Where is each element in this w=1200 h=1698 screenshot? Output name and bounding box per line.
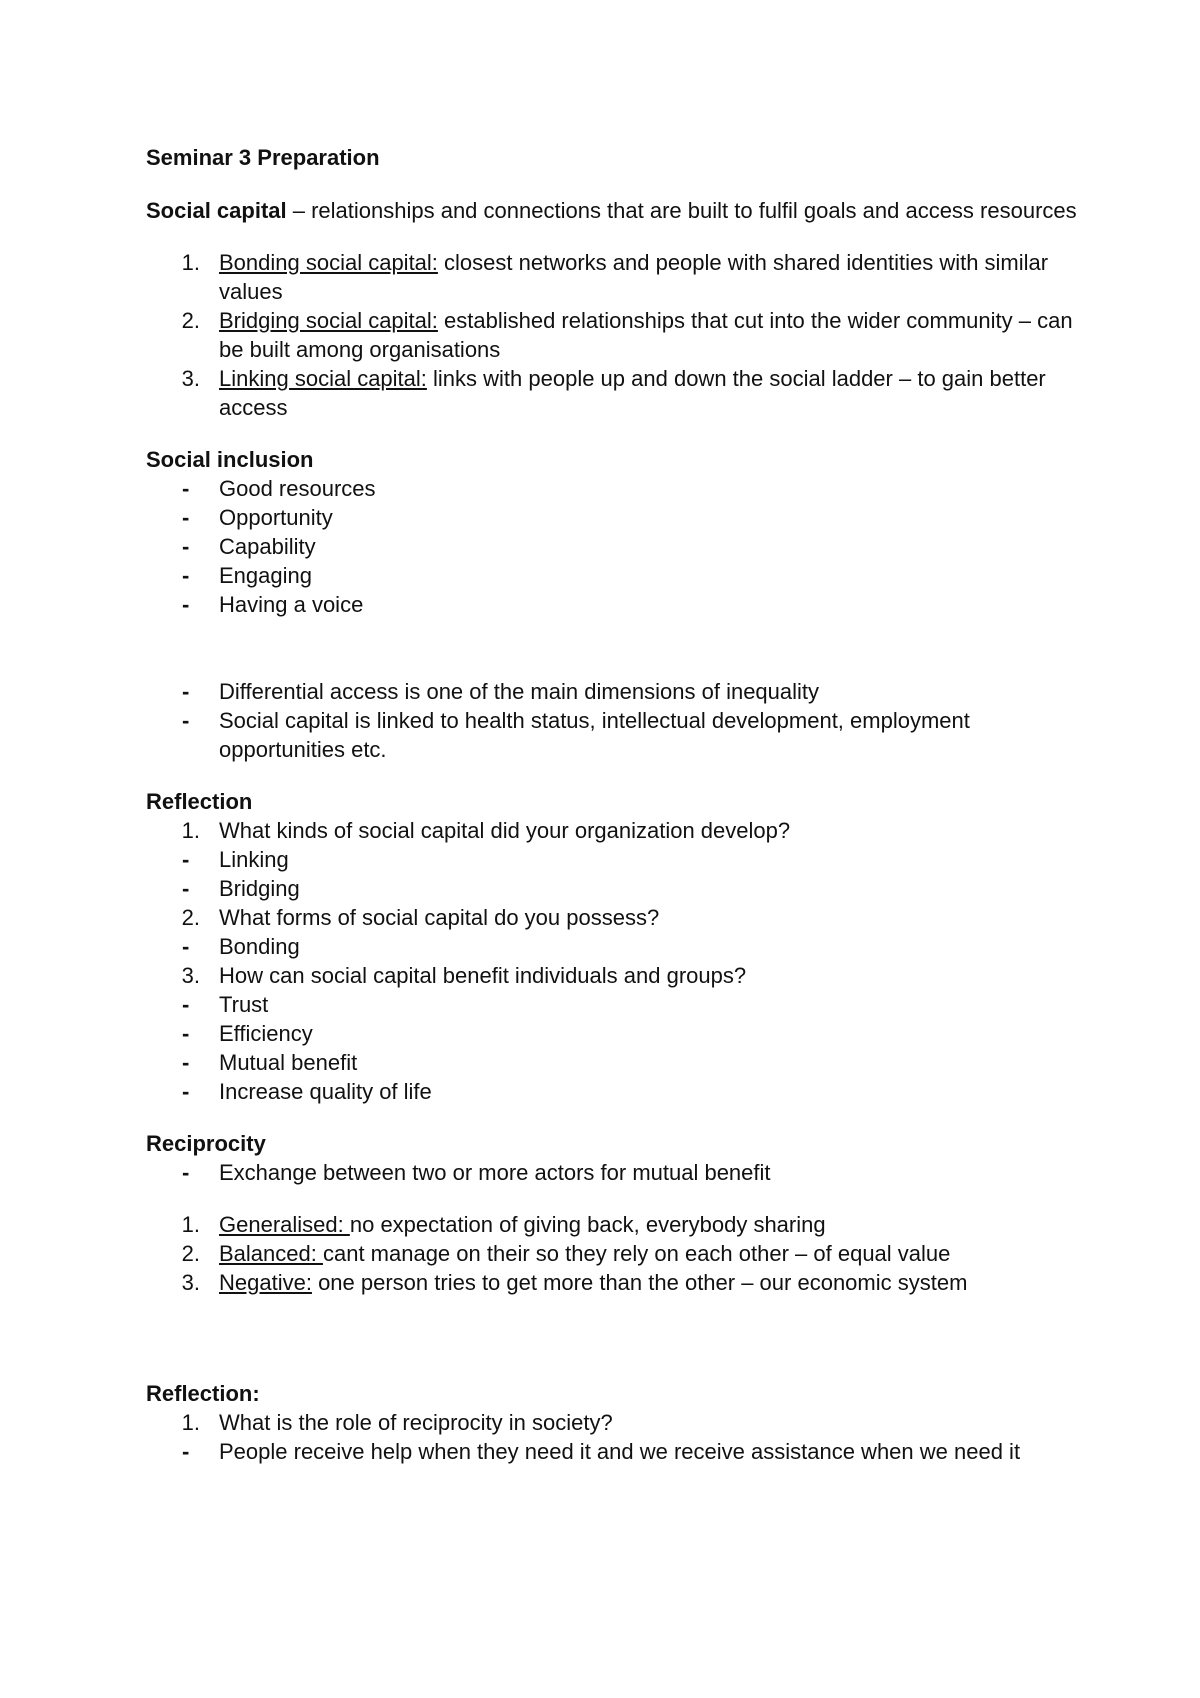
- reciprocity-definition: Exchange between two or more actors for mutual benefit: [219, 1160, 771, 1185]
- bullet-dash: -: [182, 592, 190, 617]
- list-item: [146, 677, 1086, 706]
- social-capital-types-list: [146, 248, 1086, 422]
- list-item-text: Social capital is linked to health status, intellectual development, employment opportunities etc.: [219, 708, 970, 762]
- term-text: cant manage on their so they rely on each other – of equal value: [322, 1241, 951, 1266]
- question-text: What forms of social capital do you possess?: [219, 905, 660, 930]
- reflection-list: [146, 816, 1086, 1106]
- list-item: [146, 590, 1086, 619]
- question-text: How can social capital benefit individuals and groups?: [219, 963, 747, 988]
- list-item: [146, 1019, 1086, 1048]
- list-item: [146, 874, 1086, 903]
- bullet-dash: -: [182, 1079, 190, 1104]
- list-item: [146, 990, 1086, 1019]
- bullet-dash: -: [182, 476, 190, 501]
- social-capital-definition: [146, 196, 1086, 225]
- term-text: one person tries to get more than the other – our economic system: [311, 1270, 968, 1295]
- list-item: [146, 1210, 1086, 1239]
- list-number: 2.: [181, 905, 200, 930]
- list-number: 2.: [181, 308, 200, 333]
- list-item: [146, 306, 1086, 364]
- bullet-dash: -: [182, 1160, 190, 1185]
- list-number: 1.: [181, 1410, 200, 1435]
- bullet-dash: -: [182, 847, 190, 872]
- list-item: [146, 248, 1086, 306]
- list-item-text: Good resources: [219, 476, 376, 501]
- list-number: 1.: [181, 250, 200, 275]
- bullet-dash: -: [182, 679, 190, 704]
- question-item: [146, 903, 1086, 932]
- question-item: [146, 961, 1086, 990]
- bullet-dash: -: [182, 876, 190, 901]
- list-item: [146, 1048, 1086, 1077]
- answer-text: Efficiency: [219, 1021, 313, 1046]
- answer-text: Mutual benefit: [219, 1050, 358, 1075]
- list-number: 1.: [181, 1212, 200, 1237]
- question-text: What is the role of reciprocity in society?: [219, 1410, 613, 1435]
- term-text: established relationships that cut into the wider community – can be built among organisations: [219, 308, 1073, 362]
- social-capital-definition-text: – relationships and connections that are built to fulfil goals and access resources: [286, 198, 1077, 223]
- document-page: [146, 143, 1086, 1466]
- answer-text: Increase quality of life: [219, 1079, 432, 1104]
- question-item: [146, 1408, 1086, 1437]
- list-item-text: Capability: [219, 534, 316, 559]
- bullet-dash: -: [182, 534, 190, 559]
- list-item: [146, 561, 1086, 590]
- list-item: [146, 1077, 1086, 1106]
- list-item-text: Engaging: [219, 563, 312, 588]
- social-inclusion-list: [146, 474, 1086, 619]
- question-text: What kinds of social capital did your organization develop?: [219, 818, 791, 843]
- social-capital-term: Social capital: [146, 198, 287, 223]
- bullet-dash: -: [182, 992, 190, 1017]
- list-item-text: Having a voice: [219, 592, 364, 617]
- list-item-text: Opportunity: [219, 505, 333, 530]
- term-label: Negative:: [219, 1270, 312, 1295]
- reflection-2-heading: Reflection:: [146, 1381, 260, 1406]
- reciprocity-heading: Reciprocity: [146, 1131, 266, 1156]
- social-inclusion-heading: Social inclusion: [146, 447, 314, 472]
- bullet-dash: -: [182, 505, 190, 530]
- bullet-dash: -: [182, 1021, 190, 1046]
- answer-text: Trust: [219, 992, 269, 1017]
- term-label: Bonding social capital:: [219, 250, 438, 275]
- list-item: [146, 532, 1086, 561]
- list-number: 1.: [181, 818, 200, 843]
- term-label: Balanced:: [219, 1241, 323, 1266]
- document-title: Seminar 3 Preparation: [146, 145, 380, 170]
- list-item: [146, 364, 1086, 422]
- bullet-dash: -: [182, 1439, 190, 1464]
- list-number: 3.: [181, 366, 200, 391]
- reflection-2-list: [146, 1408, 1086, 1466]
- bullet-dash: -: [182, 934, 190, 959]
- term-text: closest networks and people with shared identities with similar values: [219, 250, 1049, 304]
- list-item: [146, 1239, 1086, 1268]
- question-item: [146, 816, 1086, 845]
- list-item: [146, 1437, 1086, 1466]
- bullet-dash: -: [182, 708, 190, 733]
- list-number: 3.: [181, 1270, 200, 1295]
- list-item: [146, 503, 1086, 532]
- answer-text: Bonding: [219, 934, 300, 959]
- list-item-text: Differential access is one of the main dimensions of inequality: [219, 679, 820, 704]
- list-number: 3.: [181, 963, 200, 988]
- term-label: Bridging social capital:: [219, 308, 438, 333]
- bullet-dash: -: [182, 563, 190, 588]
- bullet-dash: -: [182, 1050, 190, 1075]
- answer-text: Bridging: [219, 876, 300, 901]
- answer-text: Linking: [219, 847, 289, 872]
- list-item: [146, 706, 1086, 764]
- reciprocity-types-list: [146, 1210, 1086, 1297]
- term-label: Generalised:: [219, 1212, 350, 1237]
- term-text: links with people up and down the social ladder – to gain better access: [219, 366, 1046, 420]
- term-label: Linking social capital:: [219, 366, 427, 391]
- reflection-heading: Reflection: [146, 789, 253, 814]
- list-item: [146, 1158, 1086, 1187]
- list-item: [146, 845, 1086, 874]
- list-item: [146, 474, 1086, 503]
- list-item: [146, 932, 1086, 961]
- social-inclusion-notes: [146, 677, 1086, 764]
- list-number: 2.: [181, 1241, 200, 1266]
- term-text: no expectation of giving back, everybody sharing: [349, 1212, 826, 1237]
- list-item: [146, 1268, 1086, 1297]
- answer-text: People receive help when they need it and we receive assistance when we need it: [219, 1439, 1021, 1464]
